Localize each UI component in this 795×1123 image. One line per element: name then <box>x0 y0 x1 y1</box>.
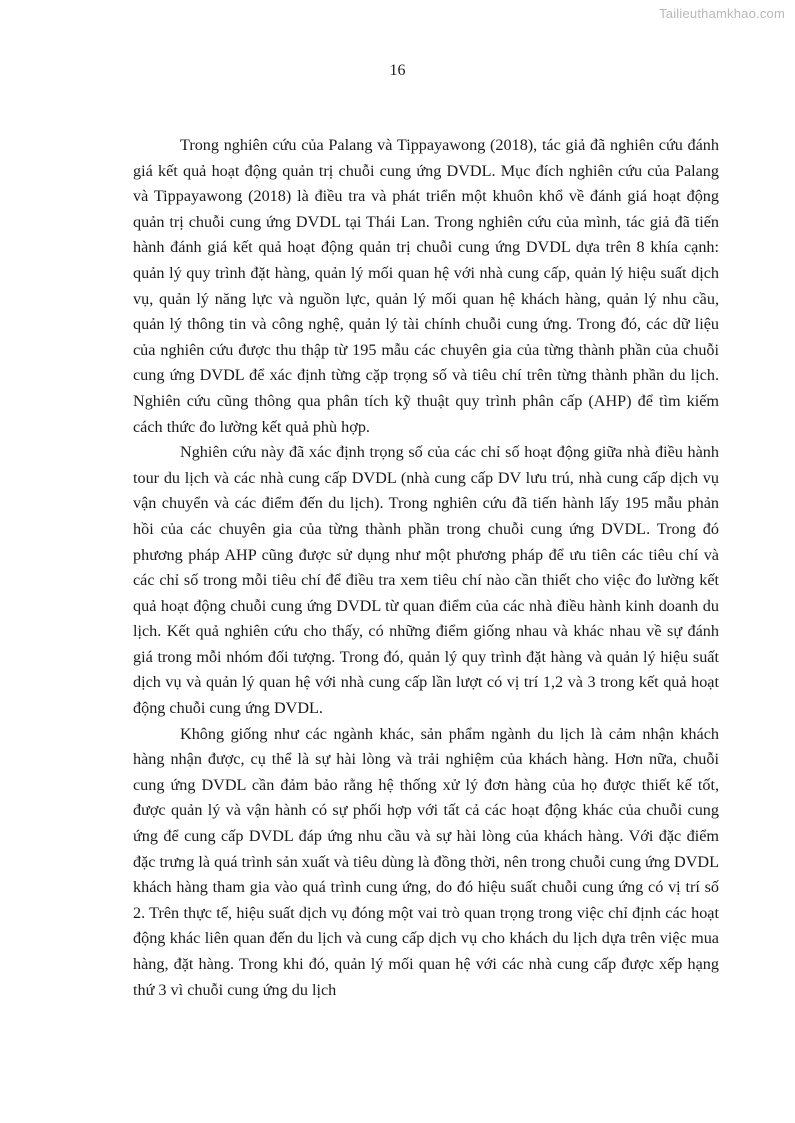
paragraph-2: Nghiên cứu này đã xác định trọng số của các chỉ số hoạt động giữa nhà điều hành tour du lịch và các nhà cung cấp DVDL (nhà cung cấp DV lưu trú, nhà cung cấp dịch vụ vận chuyển và các điểm đến du lịch). Trong nghiên cứu đã tiến hành lấy 195 mẫu phản hồi của các chuyên gia của từng thành phần trong chuỗi cung ứng DVDL. Trong đó phương pháp AHP cũng được sử dụng như một phương pháp để ưu tiên các tiêu chí và các chỉ số trong mỗi tiêu chí để điều tra xem tiêu chí nào cần thiết cho việc đo lường kết quả hoạt động chuỗi cung ứng DVDL từ quan điểm của các nhà điều hành kinh doanh du lịch. Kết quả nghiên cứu cho thấy, có những điểm giống nhau và khác nhau về sự đánh giá trong mỗi nhóm đối tượng. Trong đó, quản lý quy trình đặt hàng và quản lý hiệu suất dịch vụ và quản lý quan hệ với nhà cung cấp lần lượt có vị trí 1,2 và 3 trong kết quả hoạt động chuỗi cung ứng DVDL. <box>133 443 719 718</box>
watermark: Tailieuthamkhao.com <box>659 6 785 21</box>
paragraph-3: Không giống như các ngành khác, sản phẩm ngành du lịch là cảm nhận khách hàng nhận được, cụ thể là sự hài lòng và trải nghiệm của khách hàng. Hơn nữa, chuỗi cung ứng DVDL cần đảm bảo rằng hệ thống xử lý đơn hàng của họ được thiết kế tốt, được quản lý và vận hành có sự phối hợp với tất cả các hoạt động khác của chuỗi cung ứng để cung cấp DVDL đáp ứng nhu cầu và sự hài lòng của khách hàng. Với đặc điểm đặc trưng là quá trình sản xuất và tiêu dùng là đồng thời, nên trong chuỗi cung ứng DVDL khách hàng tham gia vào quá trình cung ứng, do đó hiệu suất chuỗi cung ứng có vị trí số 2. Trên thực tế, hiệu suất dịch vụ đóng một vai trò quan trọng trong việc chỉ định các hoạt động khác liên quan đến du lịch và cung cấp dịch vụ cho khách du lịch dựa trên việc mua hàng, đặt hàng. Trong khi đó, quản lý mối quan hệ với các nhà cung cấp được xếp hạng thứ 3 vì chuỗi cung ứng du lịch <box>133 724 719 999</box>
paragraph-1: Trong nghiên cứu của Palang và Tippayawong (2018), tác giả đã nghiên cứu đánh giá kết quả hoạt động quản trị chuỗi cung ứng DVDL. Mục đích nghiên cứu của Palang và Tippayawong (2018) là điều tra và phát triển một khuôn khổ về đánh giá hoạt động quản trị chuỗi cung ứng DVDL tại Thái Lan. Trong nghiên cứu của mình, tác giả đã tiến hành đánh giá kết quả hoạt động quản trị chuỗi cung ứng DVDL dựa trên 8 khía cạnh: quản lý quy trình đặt hàng, quản lý mối quan hệ với nhà cung cấp, quản lý hiệu suất dịch vụ, quản lý năng lực và nguồn lực, quản lý mối quan hệ khách hàng, quản lý nhu cầu, quản lý thông tin và công nghệ, quản lý tài chính chuỗi cung ứng. Trong đó, các dữ liệu của nghiên cứu được thu thập từ 195 mẫu các chuyên gia của từng thành phần của chuỗi cung ứng DVDL để xác định từng cặp trọng số và tiêu chí trên từng thành phần du lịch. Nghiên cứu cũng thông qua phân tích kỹ thuật quy trình phân cấp (AHP) để tìm kiếm cách thức đo lường kết quả phù hợp. <box>133 136 719 436</box>
document-body <box>133 133 719 1003</box>
page-number: 16 <box>389 62 406 79</box>
